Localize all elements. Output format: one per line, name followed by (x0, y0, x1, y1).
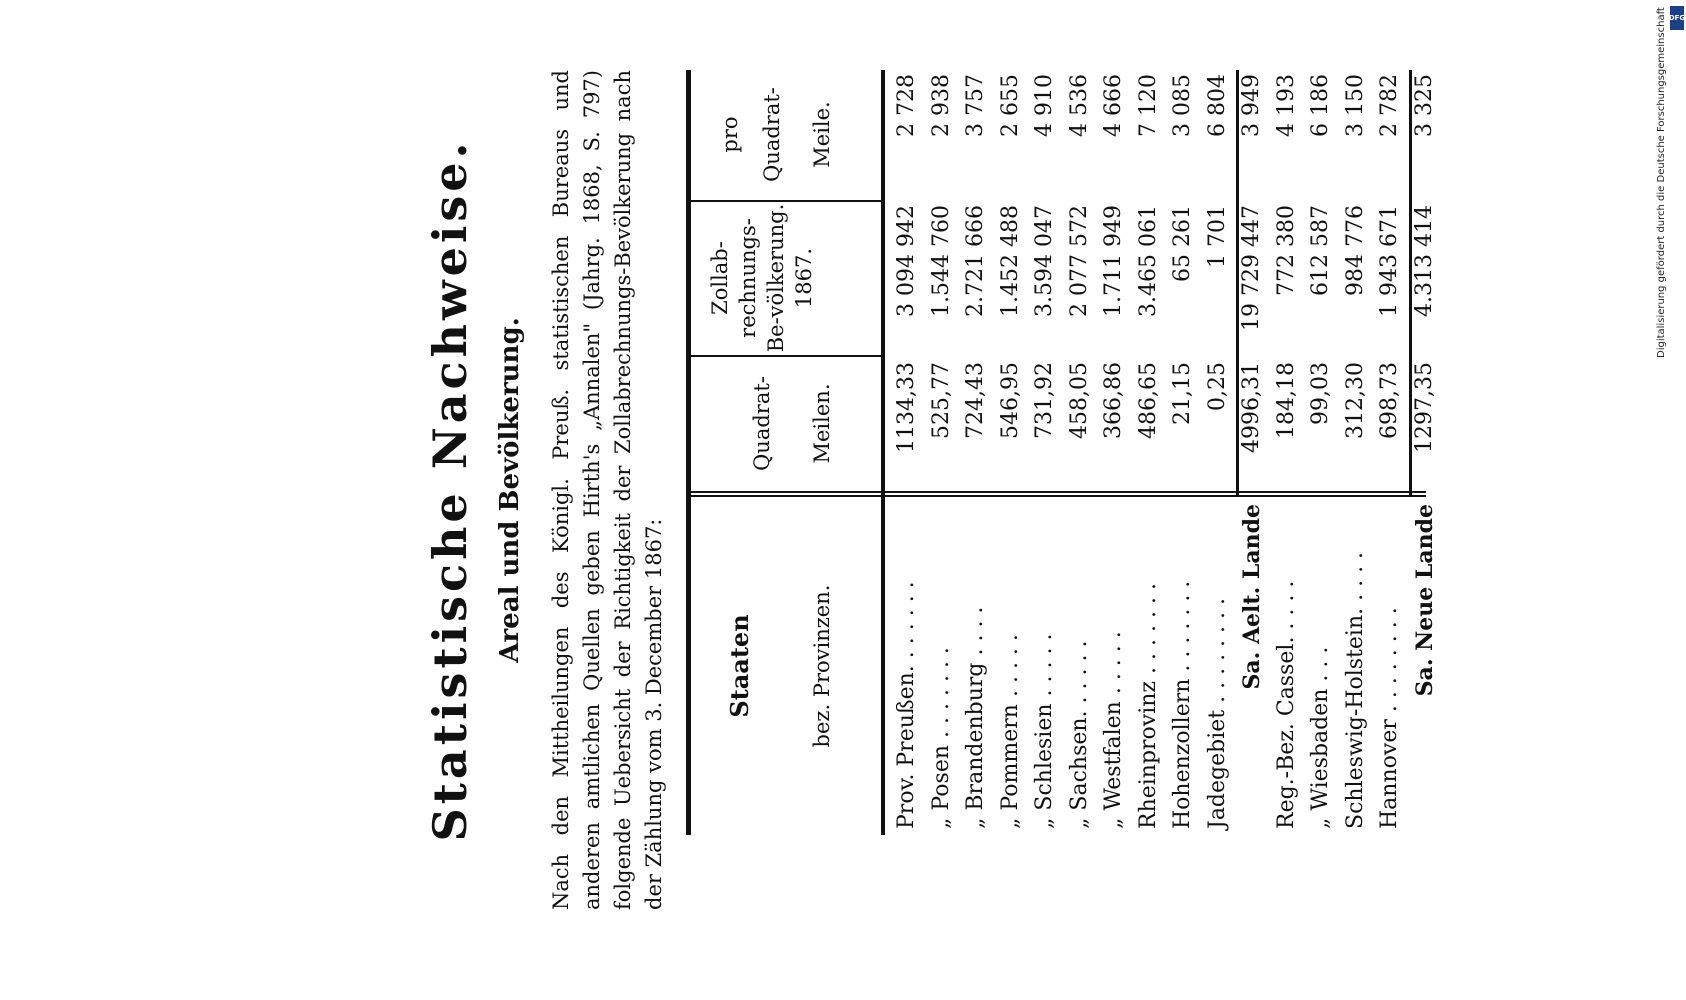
cell-area: 1134,33 (894, 362, 919, 453)
cell-name: „ Posen . . . . . . . (928, 647, 954, 829)
table-row (1340, 70, 1372, 835)
table-row (891, 70, 923, 835)
cell-per-meile: 2 938 (928, 74, 954, 137)
cell-population: 2 077 572 (1066, 205, 1092, 317)
table-row (960, 70, 992, 835)
page-subtitle: Areal und Bevölkerung. (495, 317, 525, 663)
column-divider (691, 356, 881, 358)
cell-name: Sa. Aelt. Lande (1239, 504, 1265, 690)
header-meile: Meile. (810, 101, 834, 168)
header-quadrat: Quadrat- (750, 376, 774, 471)
table-sum-row (1409, 70, 1441, 835)
dfg-logo: DFG (1670, 6, 1684, 30)
cell-population: 4.313 414 (1411, 205, 1437, 317)
cell-per-meile: 3 325 (1411, 74, 1437, 137)
cell-area: 184,18 (1273, 362, 1299, 439)
cell-area: 546,95 (997, 362, 1023, 439)
table-row (1305, 70, 1337, 835)
header-meilen: Meilen. (810, 383, 834, 464)
header-bevoelkerung: Zollab-rechnungs-Be-völkerung. 1867. (708, 203, 816, 353)
table-sum-row (1236, 70, 1268, 835)
cell-population: 772 380 (1273, 205, 1299, 296)
cell-area: 99,03 (1308, 362, 1333, 425)
cell-per-meile: 4 536 (1066, 74, 1092, 137)
header-provinzen: bez. Provinzen. (810, 584, 834, 748)
cell-population: 3 094 942 (894, 205, 919, 317)
cell-area: 4996,31 (1239, 362, 1264, 453)
table-top-rule (686, 70, 691, 835)
cell-name: „ Sachsen. . . . . . (1066, 640, 1092, 829)
cell-population: 65 261 (1170, 205, 1195, 282)
cell-name: Schleswig-Holstein. . . . . (1342, 551, 1368, 829)
cell-per-meile: 3 949 (1239, 74, 1264, 137)
credit-line (1652, 8, 1676, 368)
header-quadrat-meile: Quadrat- (760, 87, 784, 182)
cell-area: 366,86 (1101, 362, 1126, 439)
cell-per-meile: 3 757 (963, 74, 988, 137)
cell-per-meile: 2 655 (997, 74, 1023, 137)
cell-population: 1 701 (1204, 205, 1230, 268)
cell-area: 724,43 (963, 362, 988, 439)
cell-name: Hannover . . . . . . . . (1377, 607, 1402, 829)
table-row (1167, 70, 1199, 835)
intro-paragraph (546, 70, 670, 910)
cell-population: 1.544 760 (928, 205, 954, 317)
table-row (1271, 70, 1303, 835)
cell-name: „ Wiesbaden . . . (1308, 646, 1333, 829)
cell-population: 1.452 488 (997, 205, 1023, 317)
cell-area: 525,77 (928, 362, 954, 439)
cell-area: 486,65 (1135, 362, 1161, 439)
statistics-table (686, 70, 1438, 835)
header-pro: pro (718, 116, 742, 153)
table-row (1133, 70, 1165, 835)
cell-per-meile: 4 666 (1101, 74, 1126, 137)
cell-population: 612 587 (1308, 205, 1333, 296)
cell-population: 3.594 047 (1032, 205, 1057, 317)
cell-population: 19 729 447 (1239, 205, 1264, 331)
cell-per-meile: 6 186 (1308, 74, 1333, 137)
cell-per-meile: 2 728 (894, 74, 919, 137)
table-row (995, 70, 1027, 835)
cell-per-meile: 2 782 (1377, 74, 1402, 137)
cell-name: „ Brandenburg . . . . (963, 606, 988, 829)
cell-population: 1.711 949 (1101, 205, 1126, 317)
cell-area: 312,30 (1342, 362, 1368, 439)
cell-area: 731,92 (1032, 362, 1057, 439)
cell-area: 458,05 (1066, 362, 1092, 439)
cell-name: Jadegebiet . . . . . . . . (1204, 597, 1230, 829)
page-title: Statistische Nachweise. (423, 138, 477, 842)
cell-per-meile: 3 150 (1342, 74, 1368, 137)
table-row (1374, 70, 1406, 835)
cell-population: 3.465 061 (1135, 205, 1161, 317)
cell-per-meile: 4 193 (1273, 74, 1299, 137)
table-row (1029, 70, 1061, 835)
credit-text: Digitalisierung gefördert durch die Deutsche Forschungsgemeinschaft (1656, 7, 1667, 358)
cell-name: Reg.-Bez. Cassel. . . . . (1273, 580, 1299, 829)
cell-name: Prov. Preußen. . . . . . . (894, 581, 919, 829)
column-divider (691, 201, 881, 203)
intro-text: Nach den Mittheilungen des Königl. Preuß. statistischen Bureaus und anderen amtlichen Quellen geben Hirth's „Annalen" (Jahrg. 1868, S. 797) folgende Uebersicht der Richtigkeit der Zollabrechnungs-Bevölkerung nach der Zählung vom 3. December 1867: (549, 70, 666, 910)
cell-area: 1297,35 (1411, 362, 1437, 453)
cell-name: Hohenzollern . . . . . . . (1170, 580, 1195, 829)
cell-name: „ Pommern . . . . . (997, 634, 1023, 829)
cell-name: „ Westfalen . . . . . (1101, 631, 1126, 829)
cell-per-meile: 4 910 (1032, 74, 1057, 137)
cell-per-meile: 3 085 (1170, 74, 1195, 137)
header-staaten: Staaten (725, 614, 754, 718)
table-row (926, 70, 958, 835)
table-row (1098, 70, 1130, 835)
table-row (1202, 70, 1234, 835)
cell-name: Rheinprovinz . . . . . . . (1135, 583, 1161, 829)
cell-per-meile: 7 120 (1135, 74, 1161, 137)
cell-per-meile: 6 804 (1204, 74, 1230, 137)
cell-area: 698,73 (1377, 362, 1402, 439)
cell-name: „ Schlesien . . . . . (1032, 633, 1057, 829)
table-row (1064, 70, 1096, 835)
table-header-rule (881, 70, 885, 835)
cell-population: 2.721 666 (963, 205, 988, 317)
cell-population: 984 776 (1342, 205, 1368, 296)
cell-population: 1 943 671 (1377, 205, 1402, 317)
cell-name: Sa. Neue Lande (1411, 504, 1438, 697)
cell-area: 0,25 (1204, 362, 1230, 411)
cell-area: 21,15 (1170, 362, 1195, 425)
